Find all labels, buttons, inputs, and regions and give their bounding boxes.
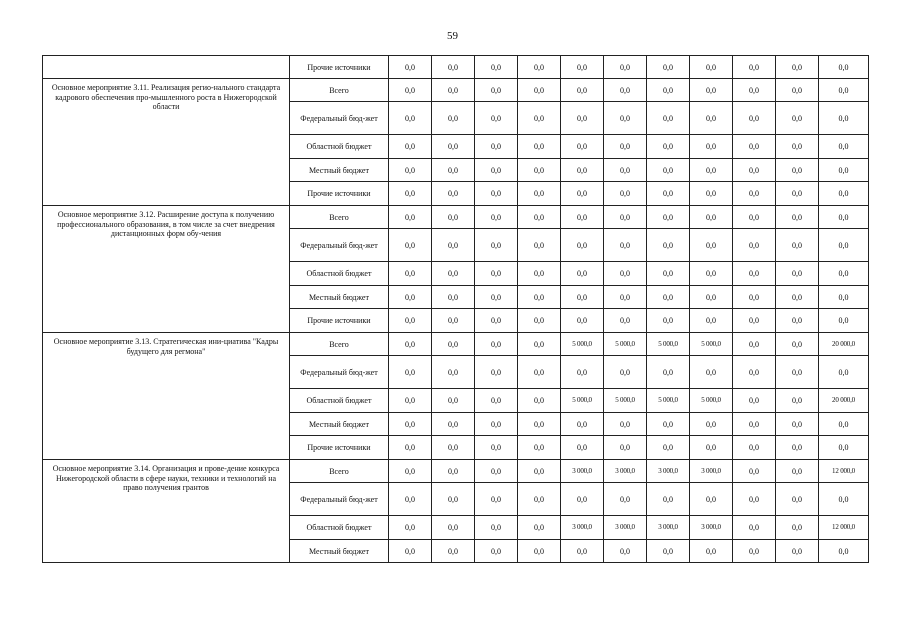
value-cell: 0,0 bbox=[690, 262, 733, 286]
value-cell: 0,0 bbox=[690, 79, 733, 102]
value-cell: 0,0 bbox=[733, 413, 776, 436]
value-cell: 0,0 bbox=[389, 309, 432, 333]
value-cell: 3 000,0 bbox=[647, 516, 690, 540]
funding-source-cell: Местный бюджет bbox=[290, 540, 389, 563]
value-cell: 0,0 bbox=[776, 483, 819, 516]
value-cell: 0,0 bbox=[561, 413, 604, 436]
value-cell: 0,0 bbox=[733, 56, 776, 79]
value-cell: 0,0 bbox=[518, 516, 561, 540]
value-cell: 0,0 bbox=[647, 102, 690, 135]
value-cell: 0,0 bbox=[475, 540, 518, 563]
value-cell: 0,0 bbox=[475, 516, 518, 540]
value-cell: 0,0 bbox=[604, 356, 647, 389]
value-cell: 0,0 bbox=[604, 309, 647, 333]
value-cell: 0,0 bbox=[776, 540, 819, 563]
value-cell: 0,0 bbox=[733, 159, 776, 182]
value-cell: 0,0 bbox=[604, 286, 647, 309]
funding-source-cell: Местный бюджет bbox=[290, 413, 389, 436]
value-cell: 0,0 bbox=[561, 206, 604, 229]
value-cell: 0,0 bbox=[518, 540, 561, 563]
value-cell: 3 000,0 bbox=[561, 460, 604, 483]
funding-source-cell: Областной бюджет bbox=[290, 135, 389, 159]
value-cell: 0,0 bbox=[776, 206, 819, 229]
value-cell: 0,0 bbox=[776, 102, 819, 135]
funding-source-cell: Местный бюджет bbox=[290, 286, 389, 309]
value-cell: 0,0 bbox=[561, 309, 604, 333]
activity-cell bbox=[43, 56, 290, 79]
table-row bbox=[43, 79, 869, 102]
value-cell: 0,0 bbox=[518, 56, 561, 79]
value-cell: 0,0 bbox=[432, 79, 475, 102]
value-cell: 0,0 bbox=[776, 135, 819, 159]
value-cell: 0,0 bbox=[776, 229, 819, 262]
value-cell: 0,0 bbox=[518, 356, 561, 389]
value-cell: 0,0 bbox=[819, 135, 869, 159]
value-cell: 0,0 bbox=[518, 262, 561, 286]
value-cell: 0,0 bbox=[389, 206, 432, 229]
value-cell: 0,0 bbox=[475, 262, 518, 286]
value-cell: 0,0 bbox=[690, 206, 733, 229]
value-cell: 0,0 bbox=[776, 333, 819, 356]
value-cell: 0,0 bbox=[604, 159, 647, 182]
value-cell: 0,0 bbox=[776, 182, 819, 206]
value-cell: 0,0 bbox=[389, 483, 432, 516]
value-cell: 3 000,0 bbox=[604, 460, 647, 483]
value-cell: 5 000,0 bbox=[604, 333, 647, 356]
value-cell: 0,0 bbox=[776, 79, 819, 102]
value-cell: 0,0 bbox=[819, 413, 869, 436]
value-cell: 0,0 bbox=[819, 56, 869, 79]
value-cell: 0,0 bbox=[647, 540, 690, 563]
value-cell: 0,0 bbox=[604, 206, 647, 229]
value-cell: 0,0 bbox=[432, 229, 475, 262]
value-cell: 0,0 bbox=[475, 182, 518, 206]
value-cell: 3 000,0 bbox=[690, 516, 733, 540]
value-cell: 0,0 bbox=[776, 460, 819, 483]
value-cell: 0,0 bbox=[733, 483, 776, 516]
value-cell: 0,0 bbox=[475, 413, 518, 436]
value-cell: 0,0 bbox=[819, 182, 869, 206]
value-cell: 0,0 bbox=[432, 309, 475, 333]
value-cell: 0,0 bbox=[647, 286, 690, 309]
value-cell: 0,0 bbox=[518, 182, 561, 206]
value-cell: 3 000,0 bbox=[604, 516, 647, 540]
value-cell: 0,0 bbox=[819, 79, 869, 102]
value-cell: 0,0 bbox=[819, 229, 869, 262]
value-cell: 0,0 bbox=[690, 135, 733, 159]
value-cell: 0,0 bbox=[733, 79, 776, 102]
value-cell: 0,0 bbox=[389, 135, 432, 159]
value-cell: 0,0 bbox=[475, 135, 518, 159]
value-cell: 0,0 bbox=[647, 206, 690, 229]
value-cell: 0,0 bbox=[561, 540, 604, 563]
value-cell: 5 000,0 bbox=[604, 389, 647, 413]
funding-source-cell: Федеральный бюд-жет bbox=[290, 229, 389, 262]
value-cell: 0,0 bbox=[518, 436, 561, 460]
value-cell: 0,0 bbox=[647, 159, 690, 182]
value-cell: 0,0 bbox=[475, 79, 518, 102]
value-cell: 0,0 bbox=[475, 356, 518, 389]
value-cell: 0,0 bbox=[432, 516, 475, 540]
value-cell: 0,0 bbox=[475, 483, 518, 516]
value-cell: 0,0 bbox=[475, 102, 518, 135]
value-cell: 0,0 bbox=[733, 309, 776, 333]
value-cell: 0,0 bbox=[733, 389, 776, 413]
value-cell: 0,0 bbox=[604, 135, 647, 159]
value-cell: 0,0 bbox=[647, 483, 690, 516]
value-cell: 0,0 bbox=[690, 436, 733, 460]
value-cell: 0,0 bbox=[776, 286, 819, 309]
value-cell: 0,0 bbox=[733, 516, 776, 540]
value-cell: 0,0 bbox=[518, 309, 561, 333]
value-cell: 0,0 bbox=[389, 262, 432, 286]
value-cell: 0,0 bbox=[518, 206, 561, 229]
value-cell: 0,0 bbox=[561, 56, 604, 79]
value-cell: 0,0 bbox=[819, 356, 869, 389]
value-cell: 0,0 bbox=[432, 460, 475, 483]
value-cell: 0,0 bbox=[819, 483, 869, 516]
value-cell: 0,0 bbox=[647, 356, 690, 389]
value-cell: 0,0 bbox=[604, 436, 647, 460]
funding-source-cell: Всего bbox=[290, 460, 389, 483]
value-cell: 0,0 bbox=[389, 286, 432, 309]
funding-source-cell: Федеральный бюд-жет bbox=[290, 356, 389, 389]
value-cell: 0,0 bbox=[690, 56, 733, 79]
value-cell: 20 000,0 bbox=[819, 389, 869, 413]
value-cell: 0,0 bbox=[647, 436, 690, 460]
value-cell: 0,0 bbox=[604, 483, 647, 516]
value-cell: 0,0 bbox=[432, 389, 475, 413]
funding-source-cell: Прочие источники bbox=[290, 182, 389, 206]
value-cell: 0,0 bbox=[475, 389, 518, 413]
value-cell: 0,0 bbox=[561, 159, 604, 182]
value-cell: 0,0 bbox=[432, 159, 475, 182]
funding-source-cell: Прочие источники bbox=[290, 56, 389, 79]
table-row bbox=[43, 206, 869, 229]
value-cell: 3 000,0 bbox=[690, 460, 733, 483]
table-row bbox=[43, 333, 869, 356]
value-cell: 0,0 bbox=[561, 286, 604, 309]
value-cell: 0,0 bbox=[389, 413, 432, 436]
activity-cell: Основное мероприятие 3.14. Организация и прове-дение конкурса Нижегородской области в сфере науки, техники и технологий на право получения грантов bbox=[43, 460, 290, 563]
value-cell: 0,0 bbox=[733, 286, 776, 309]
table-body bbox=[43, 56, 869, 563]
value-cell: 0,0 bbox=[733, 436, 776, 460]
value-cell: 0,0 bbox=[432, 483, 475, 516]
value-cell: 0,0 bbox=[389, 79, 432, 102]
value-cell: 0,0 bbox=[389, 333, 432, 356]
value-cell: 0,0 bbox=[561, 79, 604, 102]
value-cell: 5 000,0 bbox=[561, 389, 604, 413]
value-cell: 0,0 bbox=[647, 229, 690, 262]
funding-source-cell: Областной бюджет bbox=[290, 389, 389, 413]
value-cell: 0,0 bbox=[518, 159, 561, 182]
value-cell: 0,0 bbox=[690, 356, 733, 389]
value-cell: 5 000,0 bbox=[647, 333, 690, 356]
value-cell: 0,0 bbox=[475, 286, 518, 309]
value-cell: 0,0 bbox=[776, 159, 819, 182]
table-row bbox=[43, 56, 869, 79]
activity-cell: Основное мероприятие 3.11. Реализация регио-нального стандарта кадрового обеспечения про-мышленного роста в Нижегородской области bbox=[43, 79, 290, 206]
value-cell: 5 000,0 bbox=[690, 333, 733, 356]
value-cell: 0,0 bbox=[561, 356, 604, 389]
value-cell: 0,0 bbox=[432, 135, 475, 159]
value-cell: 0,0 bbox=[690, 413, 733, 436]
value-cell: 0,0 bbox=[819, 159, 869, 182]
value-cell: 3 000,0 bbox=[647, 460, 690, 483]
value-cell: 0,0 bbox=[776, 56, 819, 79]
value-cell: 0,0 bbox=[647, 135, 690, 159]
value-cell: 0,0 bbox=[819, 309, 869, 333]
value-cell: 0,0 bbox=[776, 262, 819, 286]
page-number: 59 bbox=[447, 30, 458, 42]
value-cell: 0,0 bbox=[604, 540, 647, 563]
value-cell: 0,0 bbox=[690, 309, 733, 333]
value-cell: 0,0 bbox=[389, 159, 432, 182]
value-cell: 5 000,0 bbox=[647, 389, 690, 413]
value-cell: 0,0 bbox=[389, 389, 432, 413]
value-cell: 0,0 bbox=[733, 102, 776, 135]
value-cell: 0,0 bbox=[475, 309, 518, 333]
value-cell: 0,0 bbox=[518, 460, 561, 483]
value-cell: 0,0 bbox=[690, 182, 733, 206]
value-cell: 0,0 bbox=[475, 333, 518, 356]
value-cell: 0,0 bbox=[475, 159, 518, 182]
value-cell: 0,0 bbox=[604, 79, 647, 102]
value-cell: 0,0 bbox=[389, 540, 432, 563]
activity-cell: Основное мероприятие 3.12. Расширение доступа к получению профессионального образования, в том числе за счет внедрения дистанционных форм обу-чения bbox=[43, 206, 290, 333]
value-cell: 0,0 bbox=[733, 229, 776, 262]
value-cell: 0,0 bbox=[518, 286, 561, 309]
funding-source-cell: Местный бюджет bbox=[290, 159, 389, 182]
value-cell: 0,0 bbox=[518, 333, 561, 356]
value-cell: 0,0 bbox=[475, 56, 518, 79]
value-cell: 0,0 bbox=[389, 102, 432, 135]
funding-source-cell: Всего bbox=[290, 333, 389, 356]
funding-source-cell: Прочие источники bbox=[290, 309, 389, 333]
value-cell: 0,0 bbox=[647, 56, 690, 79]
value-cell: 0,0 bbox=[475, 206, 518, 229]
value-cell: 0,0 bbox=[432, 356, 475, 389]
value-cell: 0,0 bbox=[475, 229, 518, 262]
value-cell: 0,0 bbox=[432, 286, 475, 309]
funding-source-cell: Федеральный бюд-жет bbox=[290, 102, 389, 135]
value-cell: 0,0 bbox=[389, 460, 432, 483]
value-cell: 0,0 bbox=[733, 333, 776, 356]
funding-source-cell: Областной бюджет bbox=[290, 262, 389, 286]
value-cell: 0,0 bbox=[432, 262, 475, 286]
funding-source-cell: Областной бюджет bbox=[290, 516, 389, 540]
value-cell: 0,0 bbox=[690, 483, 733, 516]
value-cell: 0,0 bbox=[432, 333, 475, 356]
value-cell: 0,0 bbox=[733, 262, 776, 286]
funding-source-cell: Всего bbox=[290, 206, 389, 229]
value-cell: 0,0 bbox=[819, 206, 869, 229]
value-cell: 0,0 bbox=[432, 413, 475, 436]
value-cell: 20 000,0 bbox=[819, 333, 869, 356]
value-cell: 0,0 bbox=[518, 102, 561, 135]
value-cell: 0,0 bbox=[475, 436, 518, 460]
value-cell: 0,0 bbox=[518, 135, 561, 159]
value-cell: 0,0 bbox=[819, 102, 869, 135]
value-cell: 0,0 bbox=[776, 413, 819, 436]
activity-cell: Основное мероприятие 3.13. Стратегическая ини-циатива "Кадры будущего для регмона" bbox=[43, 333, 290, 460]
funding-source-cell: Прочие источники bbox=[290, 436, 389, 460]
value-cell: 0,0 bbox=[389, 229, 432, 262]
value-cell: 0,0 bbox=[561, 182, 604, 206]
value-cell: 0,0 bbox=[733, 182, 776, 206]
value-cell: 0,0 bbox=[819, 540, 869, 563]
value-cell: 0,0 bbox=[647, 262, 690, 286]
value-cell: 0,0 bbox=[647, 79, 690, 102]
value-cell: 0,0 bbox=[561, 229, 604, 262]
value-cell: 0,0 bbox=[518, 483, 561, 516]
value-cell: 0,0 bbox=[432, 436, 475, 460]
value-cell: 0,0 bbox=[733, 540, 776, 563]
value-cell: 0,0 bbox=[604, 56, 647, 79]
value-cell: 0,0 bbox=[561, 135, 604, 159]
value-cell: 0,0 bbox=[561, 436, 604, 460]
value-cell: 12 000,0 bbox=[819, 460, 869, 483]
value-cell: 0,0 bbox=[647, 309, 690, 333]
value-cell: 0,0 bbox=[389, 356, 432, 389]
value-cell: 0,0 bbox=[733, 460, 776, 483]
funding-source-cell: Всего bbox=[290, 79, 389, 102]
funding-source-cell: Федеральный бюд-жет bbox=[290, 483, 389, 516]
value-cell: 0,0 bbox=[475, 460, 518, 483]
value-cell: 0,0 bbox=[561, 102, 604, 135]
value-cell: 0,0 bbox=[432, 182, 475, 206]
value-cell: 0,0 bbox=[561, 262, 604, 286]
value-cell: 0,0 bbox=[518, 229, 561, 262]
value-cell: 0,0 bbox=[690, 229, 733, 262]
value-cell: 0,0 bbox=[819, 286, 869, 309]
value-cell: 0,0 bbox=[690, 540, 733, 563]
budget-table bbox=[42, 55, 869, 563]
value-cell: 0,0 bbox=[389, 436, 432, 460]
value-cell: 0,0 bbox=[518, 79, 561, 102]
value-cell: 0,0 bbox=[432, 540, 475, 563]
value-cell: 0,0 bbox=[604, 413, 647, 436]
value-cell: 0,0 bbox=[389, 182, 432, 206]
value-cell: 0,0 bbox=[432, 102, 475, 135]
value-cell: 0,0 bbox=[690, 286, 733, 309]
value-cell: 0,0 bbox=[389, 516, 432, 540]
value-cell: 0,0 bbox=[776, 436, 819, 460]
value-cell: 0,0 bbox=[604, 262, 647, 286]
table-row bbox=[43, 460, 869, 483]
value-cell: 0,0 bbox=[647, 182, 690, 206]
value-cell: 0,0 bbox=[819, 436, 869, 460]
value-cell: 12 000,0 bbox=[819, 516, 869, 540]
value-cell: 3 000,0 bbox=[561, 516, 604, 540]
value-cell: 0,0 bbox=[604, 102, 647, 135]
value-cell: 0,0 bbox=[690, 102, 733, 135]
value-cell: 0,0 bbox=[776, 356, 819, 389]
value-cell: 0,0 bbox=[733, 206, 776, 229]
value-cell: 0,0 bbox=[561, 483, 604, 516]
value-cell: 0,0 bbox=[776, 389, 819, 413]
value-cell: 0,0 bbox=[432, 56, 475, 79]
value-cell: 5 000,0 bbox=[561, 333, 604, 356]
value-cell: 0,0 bbox=[518, 389, 561, 413]
value-cell: 0,0 bbox=[776, 516, 819, 540]
value-cell: 0,0 bbox=[690, 159, 733, 182]
value-cell: 0,0 bbox=[819, 262, 869, 286]
value-cell: 0,0 bbox=[776, 309, 819, 333]
value-cell: 0,0 bbox=[733, 135, 776, 159]
value-cell: 0,0 bbox=[389, 56, 432, 79]
value-cell: 0,0 bbox=[604, 182, 647, 206]
value-cell: 0,0 bbox=[518, 413, 561, 436]
value-cell: 0,0 bbox=[733, 356, 776, 389]
value-cell: 0,0 bbox=[432, 206, 475, 229]
value-cell: 0,0 bbox=[604, 229, 647, 262]
value-cell: 5 000,0 bbox=[690, 389, 733, 413]
value-cell: 0,0 bbox=[647, 413, 690, 436]
